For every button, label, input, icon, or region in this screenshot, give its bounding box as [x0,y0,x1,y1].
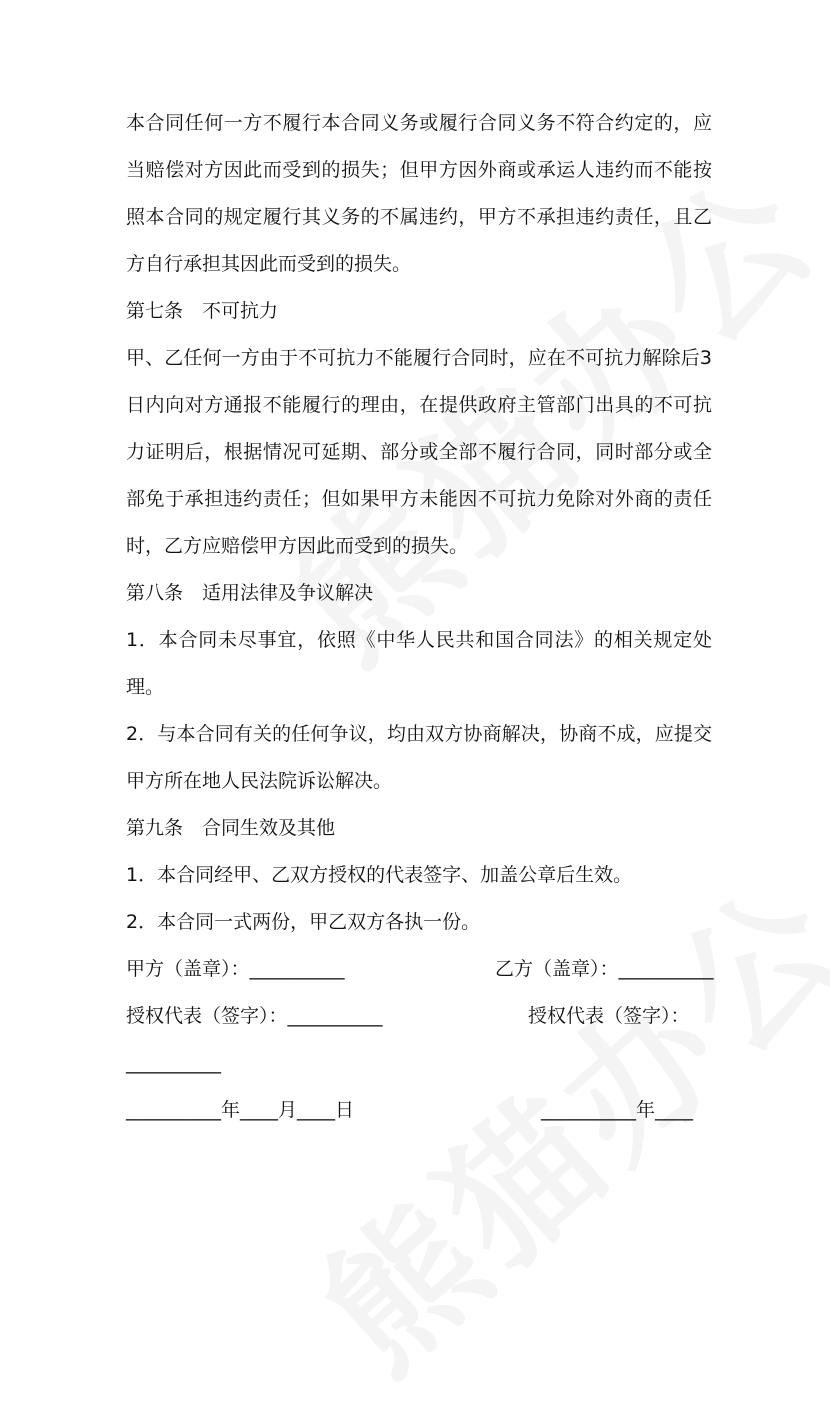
party-a-seal: 甲方（盖章）：__________ [126,958,345,980]
party-b-date: __________年____ [541,1099,694,1121]
paragraph-force-majeure: 甲、乙任何一方由于不可抗力不能履行合同时，应在不可抗力解除后3 日内向对方通报不能履行的理由，在提供政府主管部门出具的不可抗力证明后，根据情况可延期、部分或全部不履行合同，同时部分或全部免于承担违约责任；但如果甲方未能因不可抗力免除对外商的责任时，乙方应赔偿甲方因此而受到的损失。 [126,347,712,557]
party-a-date: __________年____月____日 [126,1099,355,1121]
article-8-heading: 第八条 适用法律及争议解决 [126,582,374,604]
article-9-heading: 第九条 合同生效及其他 [126,817,336,839]
party-b-authorized-rep: 授权代表（签字）： [528,1005,690,1027]
party-b-seal: 乙方（盖章）：__________ [495,958,714,980]
party-a-authorized-rep: 授权代表（签字）：__________ [126,1005,383,1027]
clause-9-1: 1．本合同经甲、乙双方授权的代表签字、加盖公章后生效。 [126,864,633,886]
clause-9-2: 2．本合同一式两份，甲乙双方各执一份。 [126,911,481,933]
paragraph-breach-liability: 本合同任何一方不履行本合同义务或履行合同义务不符合约定的，应当赔偿对方因此而受到的损失；但甲方因外商或承运人违约而不能按照本合同的规定履行其义务的不属违约，甲方不承担违约责任，且乙方自行承担其因此而受到的损失。 [126,112,712,275]
clause-8-2: 2．与本合同有关的任何争议，均由双方协商解决，协商不成，应提交甲方所在地人民法院诉讼解决。 [126,723,712,792]
article-7-heading: 第七条 不可抗力 [126,300,279,322]
party-b-signature-blank: __________ [126,1052,221,1074]
clause-8-1: 1．本合同未尽事宜，依照《中华人民共和国合同法》的相关规定处理。 [126,629,712,698]
